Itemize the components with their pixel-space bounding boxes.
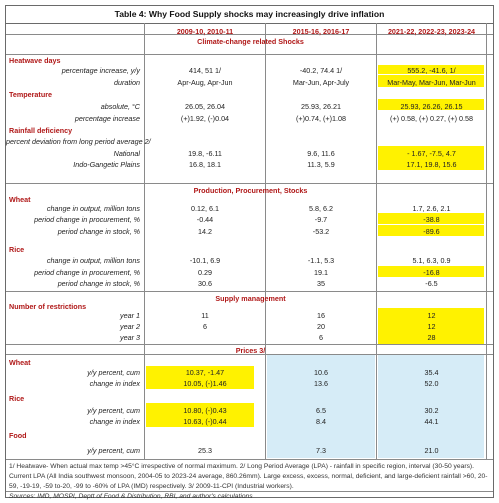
rule-after-production (6, 291, 493, 292)
row-label: period change in stock, % (57, 279, 140, 288)
row-value: 16.8, 18.1 (189, 160, 221, 169)
row-value: 6 (203, 322, 207, 331)
row-value: 414, 51 1/ (189, 66, 221, 75)
row-value: 10.63, (-)0.44 (183, 417, 227, 426)
row-value: 30.2 (424, 406, 439, 415)
row-label: y/y percent, cum (87, 406, 140, 415)
row-value: 5.8, 6.2 (309, 204, 333, 213)
row-value: -89.6 (423, 227, 440, 236)
col-divider-2 (265, 23, 266, 459)
row-value: -40.2, 74.4 1/ (299, 66, 343, 75)
row-value: 25.93, 26.26, 26.15 (400, 102, 463, 111)
row-value: 21.0 (424, 446, 439, 455)
row-label: period change in procurement, % (34, 268, 140, 277)
row-label: change in index (89, 417, 140, 426)
row-value: 10.80, (-)0.43 (183, 406, 227, 415)
row-value: Mar-Jun, Apr-July (292, 78, 350, 87)
row-value: (+)1.92, (-)0.04 (180, 114, 230, 123)
section-climate: Climate-change related Shocks (197, 37, 304, 46)
row-value: 11.3, 5.9 (307, 160, 335, 169)
table-title: Table 4: Why Food Supply shocks may increasingly drive inflation (6, 6, 493, 24)
row-value: -1.1, 5.3 (307, 256, 335, 265)
row-value: Apr-Aug, Apr-Jun (177, 78, 233, 87)
row-value: 20 (317, 322, 325, 331)
row-label: National (113, 149, 140, 158)
row-value: 19.8, -6.11 (188, 149, 222, 158)
section-production: Production, Procurement, Stocks (193, 186, 308, 195)
row-value: Mar-May, Mar-Jun, Mar-Jun (387, 78, 476, 87)
row-value: 28 (427, 333, 436, 342)
table-frame (5, 5, 494, 498)
group-restrictions: Number of restrictions (9, 302, 87, 311)
section-supply: Supply management (215, 294, 286, 303)
row-label: percentage increase (74, 114, 140, 123)
row-value: 0.29 (198, 268, 212, 277)
section-prices: Prices 3/ (235, 346, 266, 355)
row-label: absolute, °C (100, 102, 140, 111)
col-header-2: 2015-16, 2016-17 (292, 27, 350, 36)
row-value: 12 (427, 322, 436, 331)
row-value: 11 (201, 311, 209, 320)
row-value: 6 (319, 333, 323, 342)
row-value: 19.1 (314, 268, 328, 277)
row-value: 25.3 (198, 446, 212, 455)
sources: Sources: IMD, MOSPI, Deptt of Food & Distribution, RBI, and author's calculations (9, 493, 253, 500)
row-label: year 2 (120, 322, 140, 331)
row-value: 30.6 (198, 279, 212, 288)
row-value: -0.44 (196, 215, 214, 224)
row-value: -16.8 (423, 268, 440, 277)
row-label: change in index (89, 379, 140, 388)
row-value: 6.5 (316, 406, 326, 415)
row-value: -10.1, 6.9 (189, 256, 221, 265)
row-label: year 1 (120, 311, 140, 320)
row-value: 1.7, 2.6, 2.1 (412, 204, 451, 213)
group-rice-prices: Rice (9, 394, 25, 403)
row-value: - 1.67, -7.5, 4.7 (407, 149, 456, 158)
row-value: 10.37, -1.47 (185, 368, 225, 377)
col-header-3: 2021-22, 2022-23, 2023-24 (387, 27, 476, 36)
row-label: change in output, million tons (46, 204, 140, 213)
col-header-1: 2009-10, 2010-11 (176, 27, 234, 36)
group-rice: Rice (9, 245, 25, 254)
footnote: 1/ Heatwave- When actual max temp >45°C irrespective of normal maximum. 2/ Long Period Average (LPA) - rainfall in specific region, interval (30-50 years). Current LPA (All India southwest monsoon, 2004-05 to 2023-24 average, 860.26mm). Large excess, excess, normal, deficient, and large-deficient rainfall >60, 20-59, -19-19, -59 to-20, -99 to -60% of LPA (IMD) respectively. 3/ 2009-11-CPI (Industrial workers). (9, 463, 488, 490)
row-value: 25.93, 26.21 (301, 102, 341, 111)
rain-subcaption: percent deviation from long period average 2/ (6, 137, 151, 146)
row-label: Indo-Gangetic Plains (73, 160, 140, 169)
row-value: 10.6 (314, 368, 328, 377)
row-label: year 3 (120, 333, 140, 342)
row-label: duration (114, 78, 140, 87)
row-label: period change in procurement, % (34, 215, 140, 224)
row-value: 14.2 (198, 227, 212, 236)
rule-after-supply (6, 344, 493, 345)
row-value: 12 (427, 311, 436, 320)
group-rainfall: Rainfall deficiency (9, 126, 73, 135)
row-value: 9.6, 11.6 (307, 149, 335, 158)
row-value: 52.0 (424, 379, 439, 388)
group-temperature: Temperature (9, 90, 53, 99)
row-value: (+)0.74, (+)1.08 (296, 114, 346, 123)
row-value: 10.05, (-)1.46 (183, 379, 227, 388)
row-label: y/y percent, cum (87, 368, 140, 377)
row-value: -38.8 (423, 215, 440, 224)
row-value: 35.4 (424, 368, 439, 377)
row-value: -53.2 (312, 227, 330, 236)
group-heatwave: Heatwave days (9, 56, 61, 65)
row-label: y/y percent, cum (87, 446, 140, 455)
row-value: 555.2, -41.6, 1/ (407, 66, 456, 75)
row-value: 44.1 (424, 417, 439, 426)
row-value: 26.05, 26.04 (185, 102, 225, 111)
row-value: 7.3 (316, 446, 326, 455)
col-divider-4 (486, 23, 487, 459)
group-wheat: Wheat (9, 195, 31, 204)
row-label: percentage increase, y/y (61, 66, 140, 75)
row-label: period change in stock, % (57, 227, 140, 236)
col-divider-3 (376, 23, 377, 459)
col-divider-1 (144, 23, 145, 459)
row-value: 5.1, 6.3, 0.9 (412, 256, 451, 265)
row-value: 13.6 (314, 379, 328, 388)
row-value: 35 (317, 279, 325, 288)
rule-after-climate-heading (6, 54, 493, 55)
group-food: Food (9, 431, 27, 440)
rule-after-prices (6, 459, 493, 460)
row-value: -9.7 (314, 215, 328, 224)
row-value: (+) 0.58, (+) 0.27, (+) 0.58 (390, 114, 473, 123)
row-value: 17.1, 19.8, 15.6 (406, 160, 457, 169)
row-value: 8.4 (316, 417, 326, 426)
rule-after-climate (6, 183, 493, 184)
row-value: -6.5 (425, 279, 438, 288)
row-value: 16 (317, 311, 325, 320)
row-label: change in output, million tons (46, 256, 140, 265)
group-wheat-prices: Wheat (9, 358, 31, 367)
row-value: 0.12, 6.1 (191, 204, 219, 213)
